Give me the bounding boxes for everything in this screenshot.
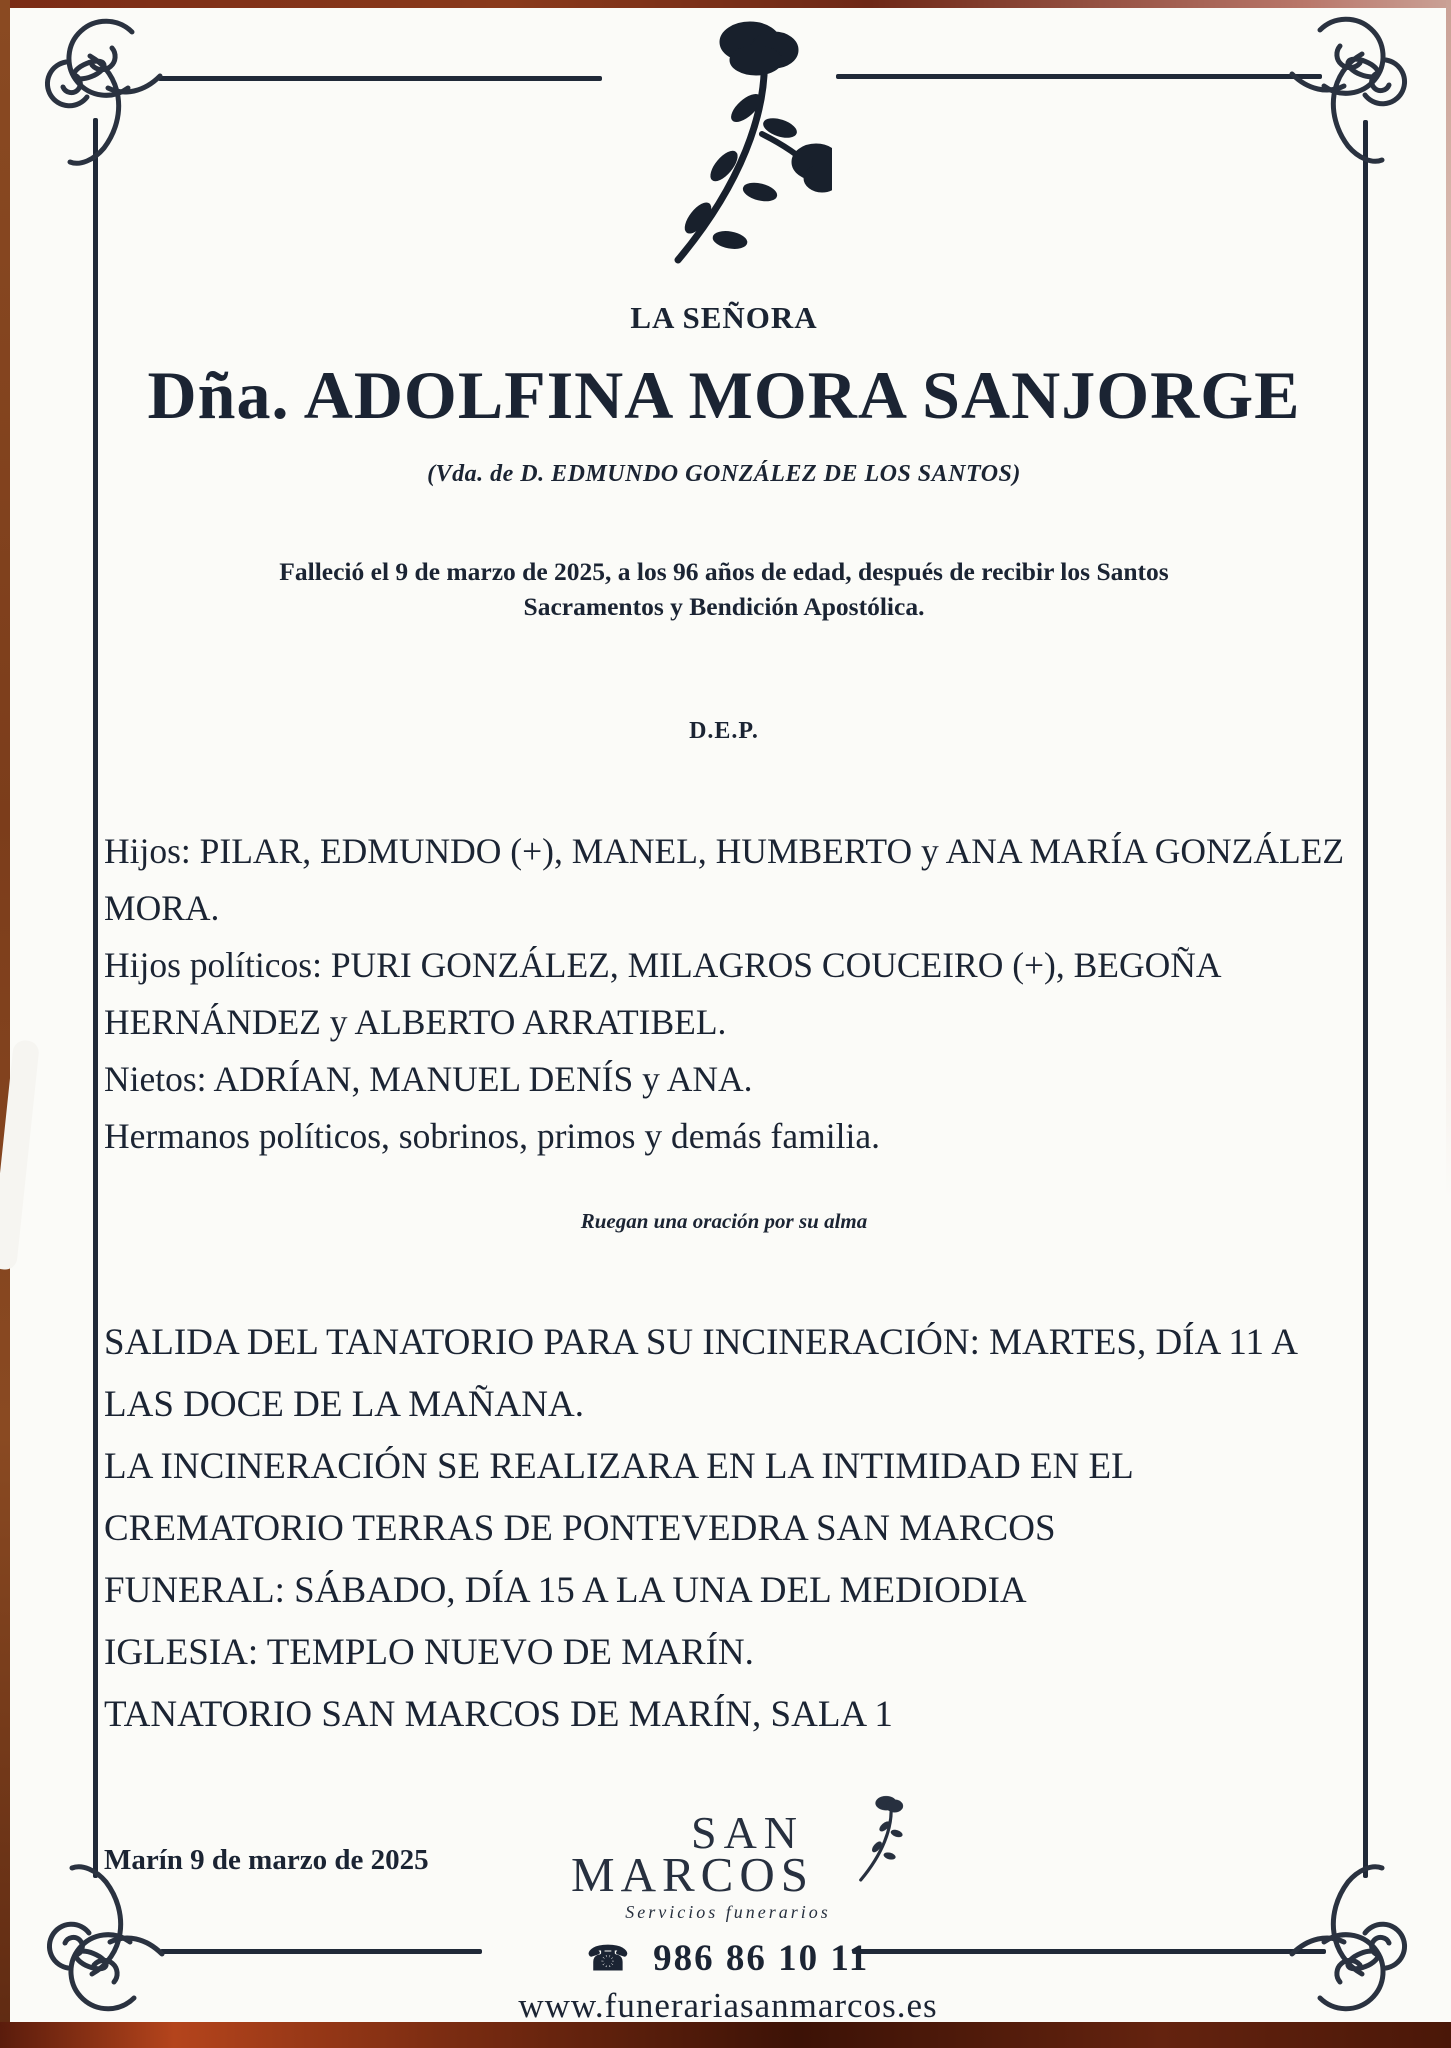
frame-border-top-right [836,74,1322,79]
phone-icon: ☎ [586,1941,632,1978]
scan-edge-top [0,0,1451,8]
family-line: Hijos políticos: PURI GONZÁLEZ, MILAGROS COUCEIRO (+), BEGOÑA HERNÁNDEZ y ALBERTO ARRATIBEL. [104,945,1220,1042]
phone-row [518,1937,938,1980]
schedule-line: SALIDA DEL TANATORIO PARA SU INCINERACIÓN: MARTES, DÍA 11 A LAS DOCE DE LA MAÑANA. [104,1322,1296,1425]
scan-edge-left [0,0,10,2048]
funeral-home-block [518,1808,938,2026]
schedule-line: IGLESIA: TEMPLO NUEVO DE MARÍN. [104,1632,754,1673]
corner-ornament-icon [1280,16,1420,176]
logo-tagline: Servicios funerarios [625,1902,831,1922]
obituary-body [104,300,1344,1877]
scan-edge-right [1446,0,1451,1200]
frame-border-bottom-left [160,1949,482,1954]
schedule-line: TANATORIO SAN MARCOS DE MARÍN, SALA 1 [104,1694,893,1735]
deceased-name: Dña. ADOLFINA MORA SANJORGE [147,357,1301,433]
prayer-request: Ruegan una oración por su alma [580,1209,868,1233]
family-list [104,823,1344,1165]
frame-border-right [1363,120,1368,1878]
family-line: Hermanos políticos, sobrinos, primos y demás familia. [104,1116,880,1156]
dateline: Marín 9 de marzo de 2025 [104,1844,429,1876]
corner-ornament-icon [32,18,172,178]
family-line: Hijos: PILAR, EDMUNDO (+), MANEL, HUMBERTO y ANA MARÍA GONZÁLEZ MORA. [104,831,1345,928]
frame-border-top-left [158,76,602,81]
funeral-home-logo [563,1808,893,1908]
family-line: Nietos: ADRÍAN, MANUEL DENÍS y ANA. [104,1059,753,1099]
brand-word-san: SAN [691,1807,805,1858]
honorific: LA SEÑORA [630,300,818,335]
schedule-line: LA INCINERACIÓN SE REALIZARA EN LA INTIMIDAD EN EL CREMATORIO TERRAS DE PONTEVEDRA SAN MARCOS [104,1446,1133,1549]
death-announcement: Falleció el 9 de marzo de 2025, a los 96 años de edad, después de recibir los Santos Sacramentos y Bendición Apostólica. [279,557,1169,621]
flower-icon [622,16,832,278]
phone-number: 986 86 10 11 [653,1938,870,1979]
widow-of-line: (Vda. de D. EDMUNDO GONZÁLEZ DE LOS SANTOS) [427,461,1021,487]
website-url: www.funerariasanmarcos.es [518,1986,938,2025]
brand-word-marcos: MARCOS [571,1847,814,1902]
dep-abbreviation: D.E.P. [689,718,759,744]
service-schedule [104,1312,1344,1746]
frame-border-left [93,118,98,1878]
logo-flower-icon [841,1794,915,1914]
schedule-line: FUNERAL: SÁBADO, DÍA 15 A LA UNA DEL MEDIODIA [104,1570,1027,1611]
